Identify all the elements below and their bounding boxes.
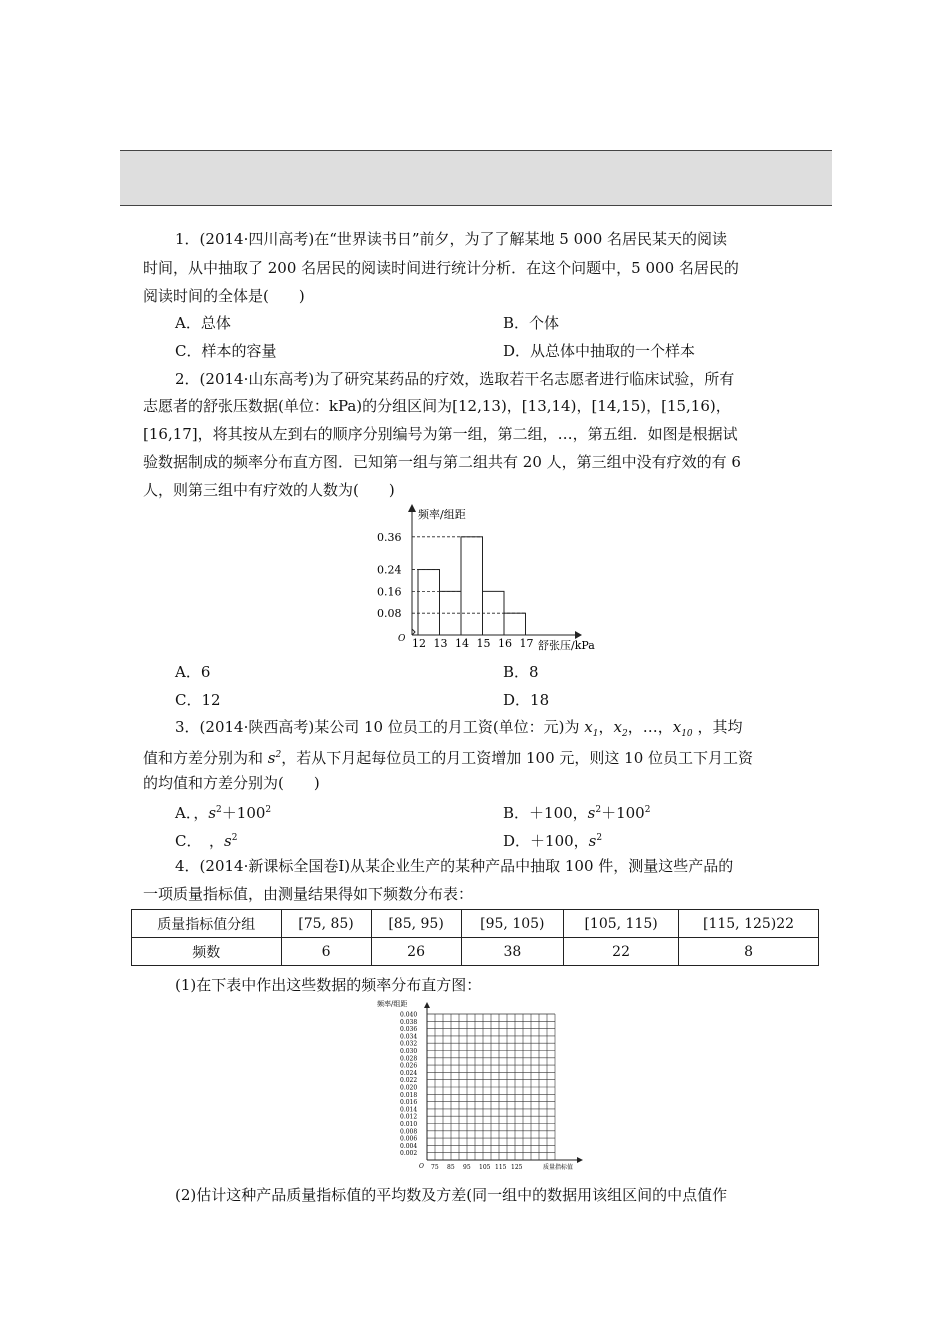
y-tick-label: 0.24 xyxy=(377,563,402,577)
table-cell: [85, 95) xyxy=(371,910,461,938)
quality-grid-chart xyxy=(355,996,645,1180)
y-tick-label: 0.034 xyxy=(400,1033,418,1041)
blood-pressure-histogram xyxy=(360,500,620,655)
table-cell: 22 xyxy=(564,938,679,966)
y-axis-arrow xyxy=(424,1002,430,1008)
q3-option-d: D．＋100，$s^2$ xyxy=(503,832,603,850)
q3-x2: $x_2$ xyxy=(613,718,628,739)
x-axis-label: 舒张压/kPa xyxy=(538,639,595,652)
table-cell: 质量指标值分组 xyxy=(132,910,282,938)
x-tick-label: 105 xyxy=(479,1164,491,1171)
q3-line2-tail: ，若从下月起每位员工的月工资增加 100 元，则这 10 位员工下月工资 xyxy=(281,749,754,767)
table-cell: 6 xyxy=(281,938,371,966)
q2-option-d: D．18 xyxy=(503,691,550,709)
q2-line5: 人，则第三组中有疗效的人数为( ) xyxy=(143,481,395,499)
x-tick-label: 75 xyxy=(431,1164,439,1171)
y-tick-label: 0.008 xyxy=(400,1128,418,1136)
q1-line2: 时间，从中抽取了 200 名居民的阅读时间进行统计分析．在这个问题中，5 000 名居民的 xyxy=(143,259,739,277)
q1-option-b: B．个体 xyxy=(503,314,560,332)
table-cell: [105, 115) xyxy=(564,910,679,938)
q1-option-a: A．总体 xyxy=(175,314,231,332)
q1-option-c: C．样本的容量 xyxy=(175,342,277,360)
x-tick-label: 12 xyxy=(412,637,426,650)
y-tick-label: 0.08 xyxy=(377,607,402,621)
q3-line2 xyxy=(143,745,753,768)
frequency-table xyxy=(131,909,819,966)
q2-option-a: A．6 xyxy=(175,663,211,681)
q3-s2: $s^2$ xyxy=(267,749,282,767)
y-tick-label: 0.028 xyxy=(400,1055,418,1063)
header-banner xyxy=(120,150,832,206)
q4-line2: 一项质量指标值，由测量结果得如下频数分布表： xyxy=(143,885,474,903)
x-tick-label: 14 xyxy=(455,637,469,650)
x-tick-label: 95 xyxy=(463,1164,471,1171)
y-tick-label: 0.010 xyxy=(400,1121,418,1128)
q3-line1-text: 3．(2014·陕西高考)某公司 10 位员工的月工资(单位：元)为 xyxy=(175,718,585,736)
y-tick-label: 0.014 xyxy=(400,1106,418,1114)
q3-option-b: B．＋100，$s^2+100^2$ xyxy=(503,804,651,822)
y-tick-label: 0.022 xyxy=(400,1077,418,1085)
y-axis-label: 频率/组距 xyxy=(377,1000,408,1008)
y-tick-label: 0.036 xyxy=(400,1026,418,1034)
histogram-bar xyxy=(504,613,526,635)
q3-line3: 的均值和方差分别为( ) xyxy=(143,774,320,792)
y-tick-label: 0.024 xyxy=(400,1069,418,1077)
q4-line1: 4．(2014·新课标全国卷Ⅰ)从某企业生产的某种产品中抽取 100 件，测量这些产品的 xyxy=(175,857,734,875)
y-tick-label: 0.030 xyxy=(400,1048,418,1055)
q3-line2-text: 值和方差分别为和 xyxy=(143,749,268,767)
q3-line1-tail: ，其均 xyxy=(697,718,743,736)
q3-line1: 3．(2014·陕西高考)某公司 10 位员工的月工资(单位：元)为 $x_1$，$x_2$，…，$x_{10}$ ，其均 xyxy=(175,718,743,739)
table-cell: 38 xyxy=(461,938,564,966)
y-tick-label: 0.020 xyxy=(400,1084,418,1092)
q3-x1: $x_1$ xyxy=(584,718,599,739)
x-tick-label: 17 xyxy=(519,637,534,650)
q2-line2: 志愿者的舒张压数据(单位：kPa)的分组区间为[12,13)，[13,14)，[14,15)，[15,16)， xyxy=(143,397,731,415)
q3-option-d-text: D．＋100， xyxy=(503,832,589,850)
x-tick-label: 125 xyxy=(511,1164,523,1171)
y-tick-label: 0.002 xyxy=(400,1150,418,1158)
q2-line4: 验数据制成的频率分布直方图．已知第一组与第二组共有 20 人，第三组中没有疗效的有 6 xyxy=(143,453,741,471)
table-row xyxy=(132,910,819,938)
q4-part2: (2)估计这种产品质量指标值的平均数及方差(同一组中的数据用该组区间的中点值作 xyxy=(175,1186,728,1204)
x-axis-arrow xyxy=(575,631,582,639)
x-axis-label: 质量指标值 xyxy=(543,1164,574,1171)
histogram-bar xyxy=(461,537,483,635)
x-tick-label: 115 xyxy=(495,1164,507,1171)
q3-option-a-text: A．， xyxy=(175,804,209,822)
table-cell: 26 xyxy=(371,938,461,966)
x-tick-label: 13 xyxy=(433,637,448,650)
x-tick-label: 15 xyxy=(476,637,491,650)
histogram-bar xyxy=(418,570,440,635)
q4-part1: (1)在下表中作出这些数据的频率分布直方图： xyxy=(175,976,482,994)
y-axis-label: 频率/组距 xyxy=(418,508,466,521)
q3-option-a: A．，$s^2+100^2$ xyxy=(175,804,272,822)
q3-x10: $x_{10}$ xyxy=(672,718,693,739)
y-tick-label: 0.018 xyxy=(400,1091,418,1099)
q2-line3: [16,17]，将其按从左到右的顺序分别编号为第一组，第二组，…，第五组．如图是根据试 xyxy=(143,425,738,443)
q2-option-c: C．12 xyxy=(175,691,221,709)
q3-option-c-text: C． ， xyxy=(175,832,224,850)
y-axis-arrow xyxy=(408,504,416,512)
table-cell: [95, 105) xyxy=(461,910,564,938)
table-cell: [115, 125)22 xyxy=(679,910,819,938)
origin-label: O xyxy=(419,1163,424,1170)
y-tick-label: 0.16 xyxy=(377,585,402,599)
q1-line1: 1．(2014·四川高考)在“世界读书日”前夕，为了了解某地 5 000 名居民某天的阅读 xyxy=(175,230,728,248)
x-tick-label: 85 xyxy=(447,1164,455,1171)
table-row xyxy=(132,938,819,966)
y-tick-label: 0.038 xyxy=(400,1018,418,1026)
y-tick-label: 0.040 xyxy=(400,1011,418,1019)
y-tick-label: 0.004 xyxy=(400,1142,418,1150)
q3-option-b-text: B．＋100， xyxy=(503,804,588,822)
q2-option-b: B．8 xyxy=(503,663,539,681)
x-tick-label: 16 xyxy=(498,637,512,650)
q1-option-d: D．从总体中抽取的一个样本 xyxy=(503,342,696,360)
x-axis-arrow xyxy=(577,1157,583,1163)
table-cell: 8 xyxy=(679,938,819,966)
table-cell: 频数 xyxy=(132,938,282,966)
origin-label: O xyxy=(398,634,406,644)
y-tick-label: 0.016 xyxy=(400,1099,418,1107)
y-tick-label: 0.36 xyxy=(377,530,402,544)
q1-line3: 阅读时间的全体是( ) xyxy=(143,287,305,305)
y-tick-label: 0.012 xyxy=(400,1113,418,1121)
y-tick-label: 0.032 xyxy=(400,1040,418,1048)
y-tick-label: 0.026 xyxy=(400,1062,418,1070)
q2-line1: 2．(2014·山东高考)为了研究某药品的疗效，选取若干名志愿者进行临床试验，所有 xyxy=(175,370,735,388)
table-cell: [75, 85) xyxy=(281,910,371,938)
y-tick-label: 0.006 xyxy=(400,1135,418,1143)
q3-option-c: C． ，$s^2$ xyxy=(175,832,238,850)
